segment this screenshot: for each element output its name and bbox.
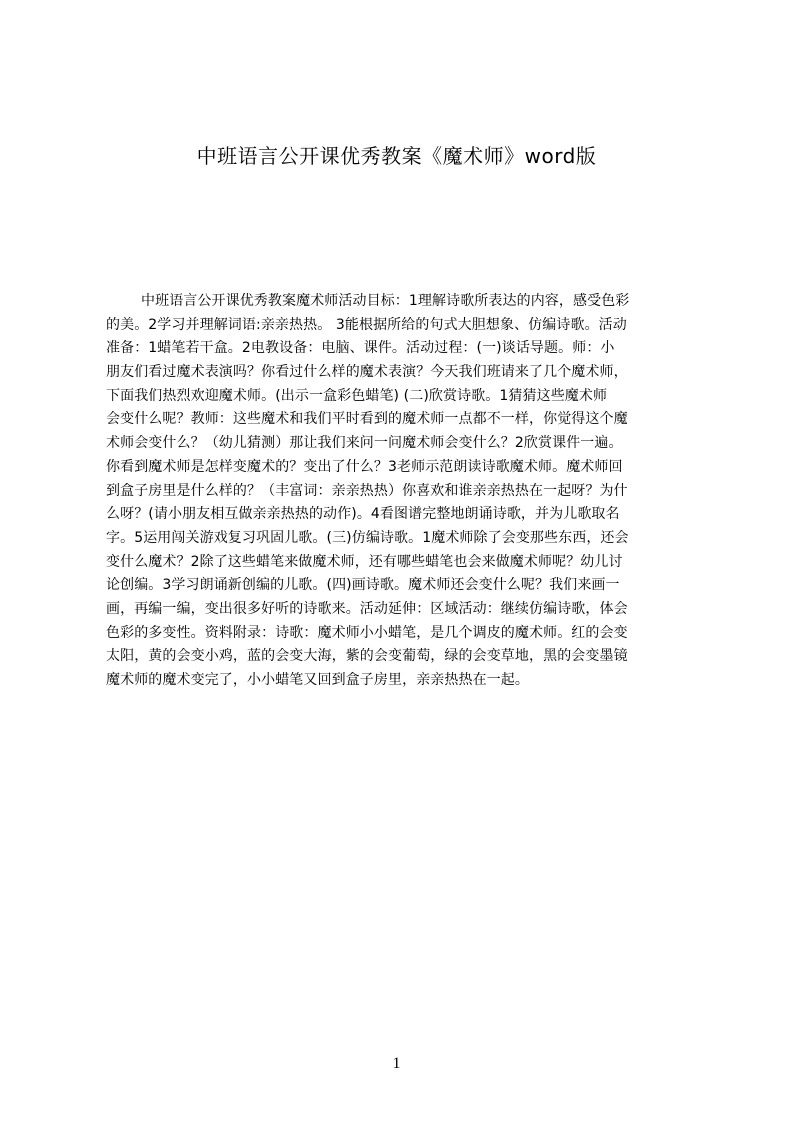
body-line: 色彩的多变性。资料附录：诗歌：魔术师小小蜡笔，是几个调皮的魔术师。红的会变 <box>106 624 628 641</box>
document-title: 中班语言公开课优秀教案《魔术师》word版 <box>196 144 597 168</box>
body-line: 中班语言公开课优秀教案魔术师活动目标：1理解诗歌所表达的内容，感受色彩 <box>141 293 630 309</box>
body-line: 太阳，黄的会变小鸡，蓝的会变大海，紫的会变葡萄，绿的会变草地，黑的会变墨镜 <box>106 648 628 665</box>
body-line: 会变什么呢？教师：这些魔术和我们平时看到的魔术师一点都不一样，你觉得这个魔 <box>106 411 628 428</box>
body-line: 变什么魔术？2除了这些蜡笔来做魔术师，还有哪些蜡笔也会来做魔术师呢？幼儿讨 <box>106 553 623 570</box>
body-line: 准备：1蜡笔若干盒。2电教设备：电脑、课件。活动过程：(一)谈话导题。师：小 <box>106 340 615 357</box>
body-line: 术师会变什么？（幼儿猜测）那让我们来问一问魔术师会变什么？2欣赏课件一遍。 <box>106 435 623 452</box>
document-body <box>106 290 698 740</box>
body-line: 么呀？(请小朋友相互做亲亲热热的动作)。4看图谱完整地朗诵诗歌，并为儿歌取名 <box>106 506 620 523</box>
body-line: 画，再编一编，变出很多好听的诗歌来。活动延伸：区域活动：继续仿编诗歌，体会 <box>106 600 628 617</box>
page-number: 1 <box>392 1055 401 1072</box>
body-line: 你看到魔术师是怎样变魔术的？变出了什么？3老师示范朗读诗歌魔术师。魔术师回 <box>106 458 623 475</box>
body-line: 的美。2学习并理解词语:亲亲热热。 3能根据所给的句式大胆想象、仿编诗歌。活动 <box>106 316 627 333</box>
body-line: 字。5运用闯关游戏复习巩固儿歌。(三)仿编诗歌。1魔术师除了会变那些东西，还会 <box>106 529 629 546</box>
body-line: 下面我们热烈欢迎魔术师。(出示一盒彩色蜡笔) (二)欣赏诗歌。1猜猜这些魔术师 <box>106 387 608 404</box>
body-line: 到盒子房里是什么样的？（丰富词：亲亲热热）你喜欢和谁亲亲热热在一起呀？为什 <box>106 482 628 499</box>
body-line: 魔术师的魔术变完了，小小蜡笔又回到盒子房里，亲亲热热在一起。 <box>106 672 529 688</box>
body-line: 朋友们看过魔术表演吗？你看过什么样的魔术表演？今天我们班请来了几个魔术师， <box>106 364 628 381</box>
body-line: 论创编。3学习朗诵新创编的儿歌。(四)画诗歌。魔术师还会变什么呢？我们来画一 <box>106 577 620 594</box>
